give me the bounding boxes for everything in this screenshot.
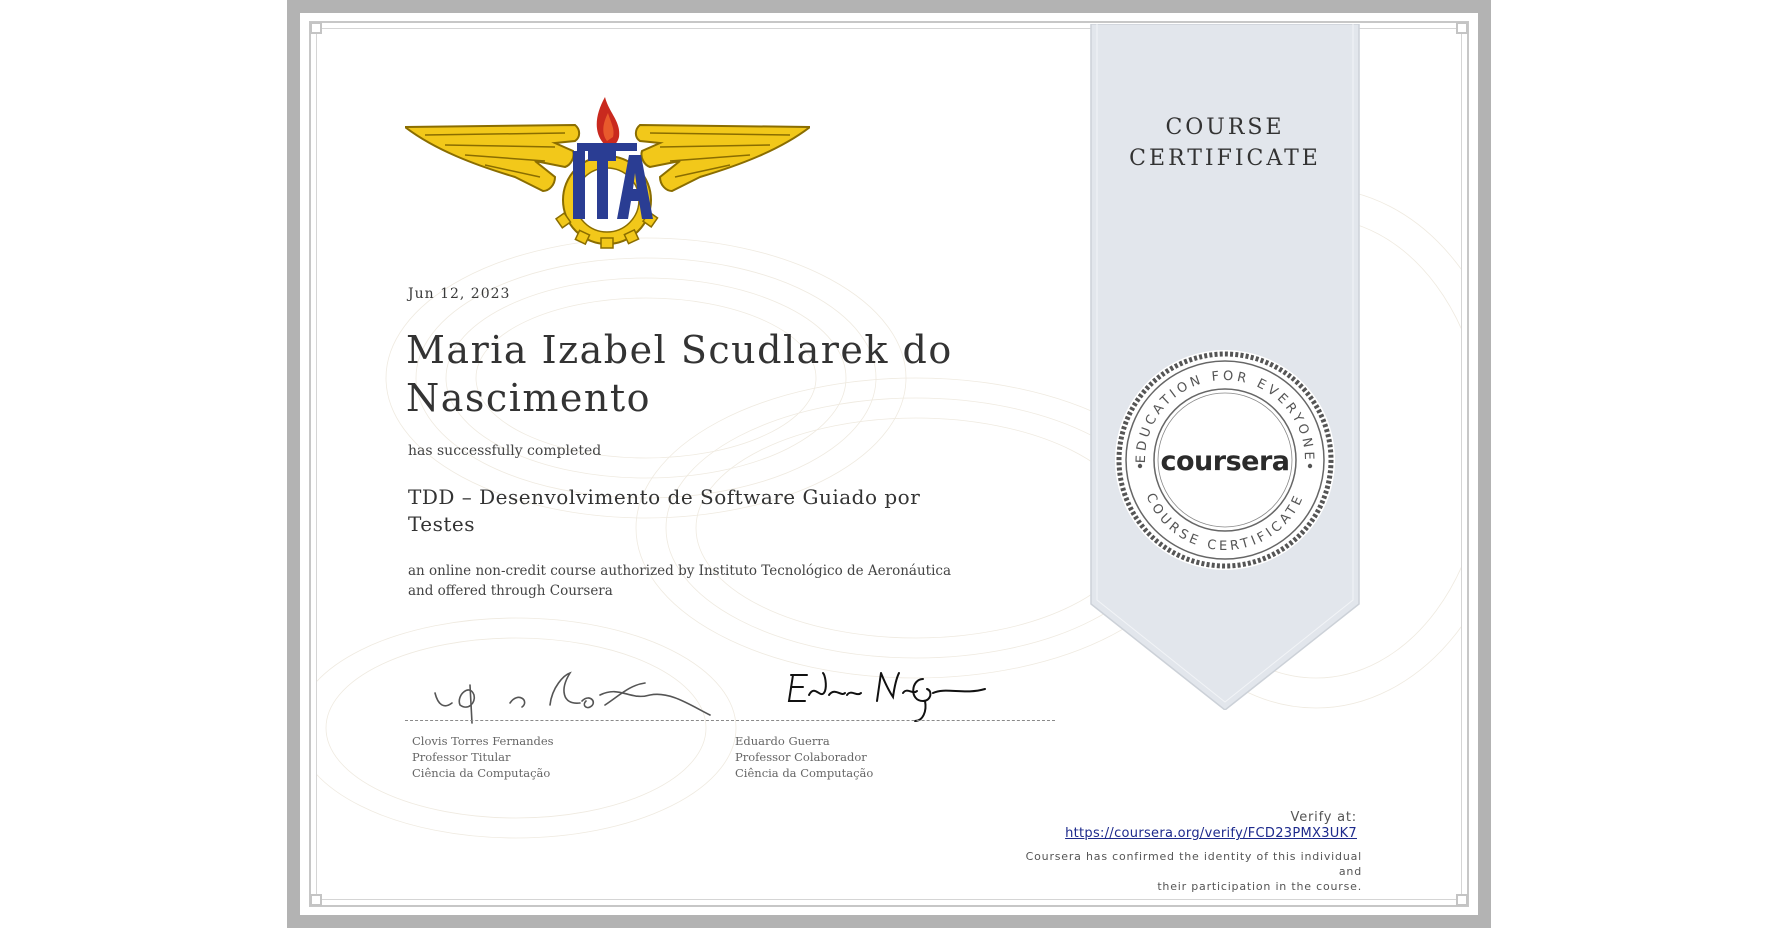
verify-label: Verify at: bbox=[1290, 810, 1357, 825]
completed-text: has successfully completed bbox=[408, 443, 602, 459]
signature-eduardo-guerra bbox=[785, 665, 1005, 725]
corner-ornament-top-left bbox=[310, 22, 322, 34]
signatory-name: Eduardo Guerra bbox=[735, 734, 830, 748]
signature-line bbox=[405, 720, 1055, 721]
signatory-1 bbox=[412, 733, 554, 781]
signatory-title: Professor Titular bbox=[412, 750, 511, 764]
seal-brand: coursera bbox=[1160, 446, 1290, 477]
signatory-title: Professor Colaborador bbox=[735, 750, 867, 764]
confirm-line2: their participation in the course. bbox=[1157, 880, 1362, 893]
course-description: an online non-credit course authorized by Instituto Tecnológico de Aeronáutica and offered through Coursera bbox=[408, 563, 952, 599]
coursera-seal-icon bbox=[1113, 348, 1337, 572]
seal-ring-top-text: EDUCATION FOR EVERYONE bbox=[1133, 368, 1317, 464]
ita-winged-emblem-icon bbox=[405, 95, 810, 255]
confirm-line1: Coursera has confirmed the identity of this individual and bbox=[1025, 850, 1362, 878]
course-title: TDD – Desenvolvimento de Software Guiado por Testes bbox=[408, 485, 921, 536]
corner-ornament-bottom-right bbox=[1456, 894, 1468, 906]
identity-confirmation bbox=[1010, 849, 1362, 894]
seal-ring-bottom-text: COURSE CERTIFICATE bbox=[1142, 490, 1308, 555]
signatory-department: Ciência da Computação bbox=[735, 766, 874, 780]
signatory-department: Ciência da Computação bbox=[412, 766, 551, 780]
signatory-name: Clovis Torres Fernandes bbox=[412, 734, 554, 748]
corner-ornament-bottom-left bbox=[310, 894, 322, 906]
ribbon-title-line2: CERTIFICATE bbox=[1129, 146, 1321, 171]
issue-date: Jun 12, 2023 bbox=[408, 286, 511, 302]
ribbon-title bbox=[1085, 112, 1365, 174]
corner-ornament-top-right bbox=[1456, 22, 1468, 34]
signatory-2 bbox=[735, 733, 873, 781]
signature-clovis-torres-fernandes bbox=[430, 665, 730, 725]
recipient-name: Maria Izabel Scudlarek do Nascimento bbox=[406, 328, 953, 420]
ribbon-title-line1: COURSE bbox=[1165, 115, 1285, 140]
verify-link[interactable]: https://coursera.org/verify/FCD23PMX3UK7 bbox=[1065, 826, 1357, 841]
